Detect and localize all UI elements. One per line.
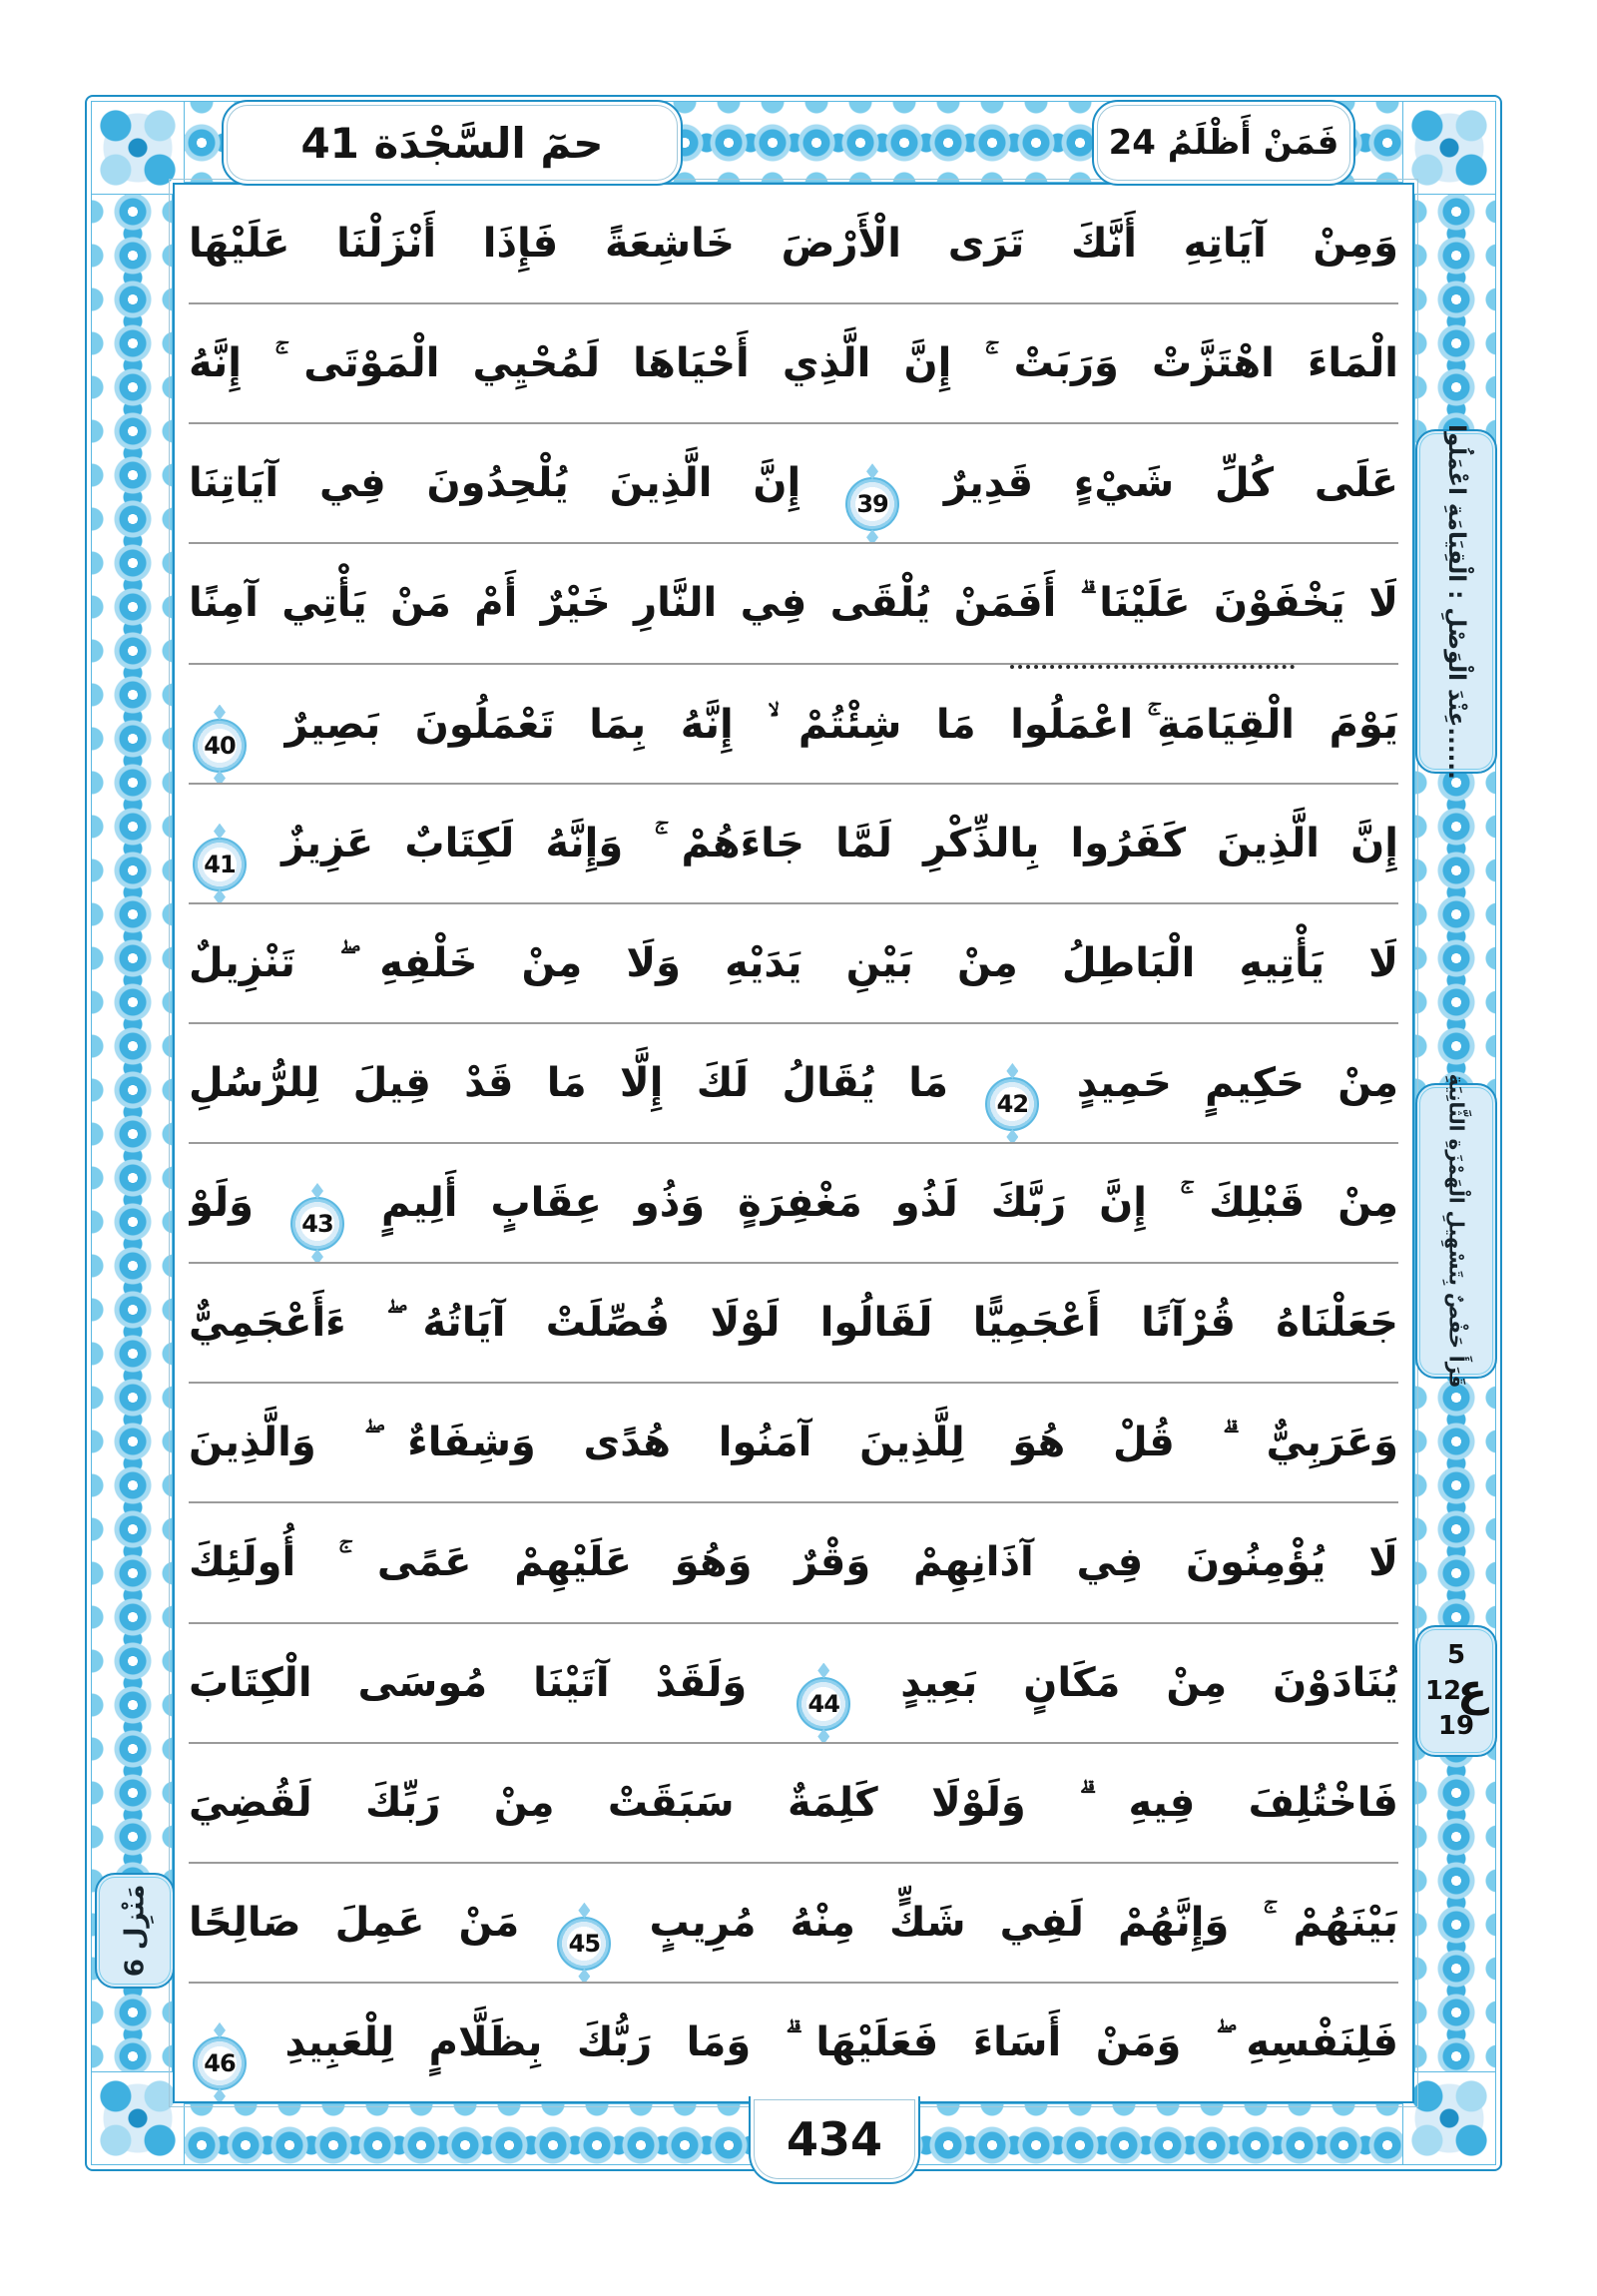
quran-line-15 <box>189 1864 1398 1984</box>
quran-text: يَوْمَ <box>1295 701 1398 748</box>
quran-text: وَمِنْ آيَاتِهِ أَنَّكَ تَرَى الْأَرْضَ خَاشِعَةً فَإِذَا أَنْزَلْنَا عَلَيْهَا <box>189 221 1398 267</box>
quran-line-5 <box>189 665 1398 785</box>
surah-title <box>300 119 603 168</box>
manzil-marker <box>95 1873 175 1989</box>
quran-text: إِنَّ الَّذِينَ كَفَرُوا بِالذِّكْرِ لَمَّا جَاءَهُمْ ۚ وَإِنَّهُ لَكِتَابٌ عَزِيزٌ <box>251 820 1398 866</box>
quran-text-dotted: الْقِيَامَةِ ۚ اعْمَلُوا <box>1010 665 1295 779</box>
ornamental-frame <box>85 95 1502 2171</box>
ruku-number-top: 5 <box>1446 1639 1466 1670</box>
surah-name: حمٓ السَّجْدَة <box>373 118 604 168</box>
quran-text: مَا يُقَالُ لَكَ إِلَّا مَا قَدْ قِيلَ لِلرُّسُلِ <box>189 1059 982 1106</box>
quran-line-12 <box>189 1503 1398 1623</box>
verse-number: 40 <box>204 731 236 760</box>
quran-line-8 <box>189 1024 1398 1144</box>
verse-marker-42 <box>985 1077 1039 1131</box>
border-corner-top-left <box>91 101 185 195</box>
juz-number: 24 <box>1108 123 1156 163</box>
quran-line-1 <box>189 185 1398 304</box>
quran-line-11 <box>189 1384 1398 1503</box>
quran-line-13 <box>189 1624 1398 1744</box>
verse-marker-39 <box>845 477 899 531</box>
verse-marker-40 <box>193 719 247 773</box>
surah-header-tab <box>222 100 683 186</box>
quran-text: فَلِنَفْسِهِ ۖ وَمَنْ أَسَاءَ فَعَلَيْهَا ۗ وَمَا رَبُّكَ بِظَلَّامٍ لِلْعَبِيدِ <box>251 2018 1398 2065</box>
quran-line-16 <box>189 1984 1398 2101</box>
verse-marker-44 <box>797 1677 850 1731</box>
quran-text: إِنَّ الَّذِينَ يُلْحِدُونَ فِي آيَاتِنَا <box>189 460 842 507</box>
verse-number: 44 <box>807 1689 839 1718</box>
quran-text: جَعَلْنَاهُ قُرْآنًا أَعْجَمِيًّا لَقَالُوا لَوْلَا فُصِّلَتْ آيَاتُهُ ۖ ءَأَعْجَمِيٌّ <box>189 1300 1398 1347</box>
verse-marker-43 <box>290 1197 344 1251</box>
quran-line-4 <box>189 544 1398 664</box>
quran-text: وَلَوْ <box>189 1180 286 1226</box>
margin-note-tasheel-text: قَرَأَ حَفْصٌ بِتَسْهِيلِ الْهَمْزَةِ الثَّانِيَةِ <box>1444 1073 1468 1389</box>
quran-text-area <box>173 183 1414 2103</box>
quran-text: عَلَى كُلِّ شَيْءٍ قَدِيرٌ <box>903 460 1398 507</box>
ruku-ain-row <box>1424 1665 1488 1716</box>
verse-number: 43 <box>301 1210 333 1238</box>
quran-line-6 <box>189 785 1398 904</box>
ruku-ain-symbol: ع <box>1457 1665 1488 1716</box>
juz-header-tab <box>1092 100 1355 186</box>
quran-line-10 <box>189 1264 1398 1384</box>
quran-line-9 <box>189 1144 1398 1264</box>
ruku-number-middle: 12 <box>1424 1676 1462 1706</box>
ruku-number-bottom: 19 <box>1437 1711 1475 1741</box>
quran-text: الْمَاءَ اهْتَزَّتْ وَرَبَتْ ۚ إِنَّ الَّذِي أَحْيَاهَا لَمُحْيِي الْمَوْتَى ۚ إِنَّهُ <box>189 340 1398 387</box>
verse-number: 46 <box>204 2048 236 2077</box>
quran-text: بَيْنَهُمْ ۚ وَإِنَّهُمْ لَفِي شَكٍّ مِنْهُ مُرِيبٍ <box>615 1899 1398 1946</box>
border-corner-top-right <box>1402 101 1496 195</box>
quran-line-2 <box>189 304 1398 424</box>
quran-text: فَاخْتُلِفَ فِيهِ ۗ وَلَوْلَا كَلِمَةٌ سَبَقَتْ مِنْ رَبِّكَ لَقُضِيَ <box>189 1779 1398 1826</box>
manzil-marker-text: مَنْزِل 6 <box>120 1884 150 1978</box>
quran-text: يُنَادَوْنَ مِنْ مَكَانٍ بَعِيدٍ <box>854 1659 1398 1706</box>
juz-name: فَمَنْ أَظْلَمُ <box>1167 123 1339 163</box>
border-corner-bottom-left <box>91 2071 185 2165</box>
verse-number: 39 <box>856 490 888 519</box>
margin-note-tasheel <box>1415 1073 1497 1389</box>
verse-number: 45 <box>568 1929 601 1958</box>
page-number-tab <box>749 2096 920 2184</box>
quran-text: مِنْ حَكِيمٍ حَمِيدٍ <box>1043 1059 1398 1106</box>
verse-number: 41 <box>204 850 236 878</box>
quran-line-3 <box>189 424 1398 544</box>
quran-text: وَلَقَدْ آتَيْنَا مُوسَى الْكِتَابَ <box>189 1659 794 1706</box>
verse-marker-41 <box>193 838 247 891</box>
quran-text: مَنْ عَمِلَ صَالِحًا <box>189 1899 554 1946</box>
quran-text: وَعَرَبِيٌّ ۗ قُلْ هُوَ لِلَّذِينَ آمَنُوا هُدًى وَشِفَاءٌ ۖ وَالَّذِينَ <box>189 1420 1398 1466</box>
juz-title <box>1109 123 1339 163</box>
border-corner-bottom-right <box>1402 2071 1496 2165</box>
quran-text: مَا شِئْتُمْ ۙ إِنَّهُ بِمَا تَعْمَلُونَ بَصِيرٌ <box>251 701 1011 748</box>
quran-line-7 <box>189 904 1398 1024</box>
quran-text: مِنْ قَبْلِكَ ۚ إِنَّ رَبَّكَ لَذُو مَغْفِرَةٍ وَذُو عِقَابٍ أَلِيمٍ <box>348 1180 1398 1226</box>
quran-text: لَا يُؤْمِنُونَ فِي آذَانِهِمْ وَقْرٌ وَهُوَ عَلَيْهِمْ عَمًى ۚ أُولَئِكَ <box>189 1539 1398 1586</box>
border-band-left <box>91 101 173 2165</box>
margin-note-wasl-text: ......عِنْدَ الْوَصْلِ : الْقِيَامَةِ اعْمَلُوا <box>1442 423 1469 780</box>
quran-text: لَا يَأْتِيهِ الْبَاطِلُ مِنْ بَيْنِ يَدَيْهِ وَلَا مِنْ خَلْفِهِ ۖ تَنْزِيلٌ <box>189 939 1398 986</box>
verse-marker-46 <box>193 2036 247 2090</box>
verse-number: 42 <box>996 1089 1029 1118</box>
margin-note-wasl <box>1415 423 1497 780</box>
page-number: 434 <box>786 2112 883 2166</box>
surah-number: 41 <box>300 118 359 168</box>
ruku-marker <box>1415 1625 1497 1757</box>
verse-marker-45 <box>557 1917 611 1971</box>
quran-text: لَا يَخْفَوْنَ عَلَيْنَا ۗ أَفَمَنْ يُلْقَى فِي النَّارِ خَيْرٌ أَمْ مَنْ يَأْتِي آمِنًا <box>189 580 1398 627</box>
quran-line-14 <box>189 1744 1398 1864</box>
